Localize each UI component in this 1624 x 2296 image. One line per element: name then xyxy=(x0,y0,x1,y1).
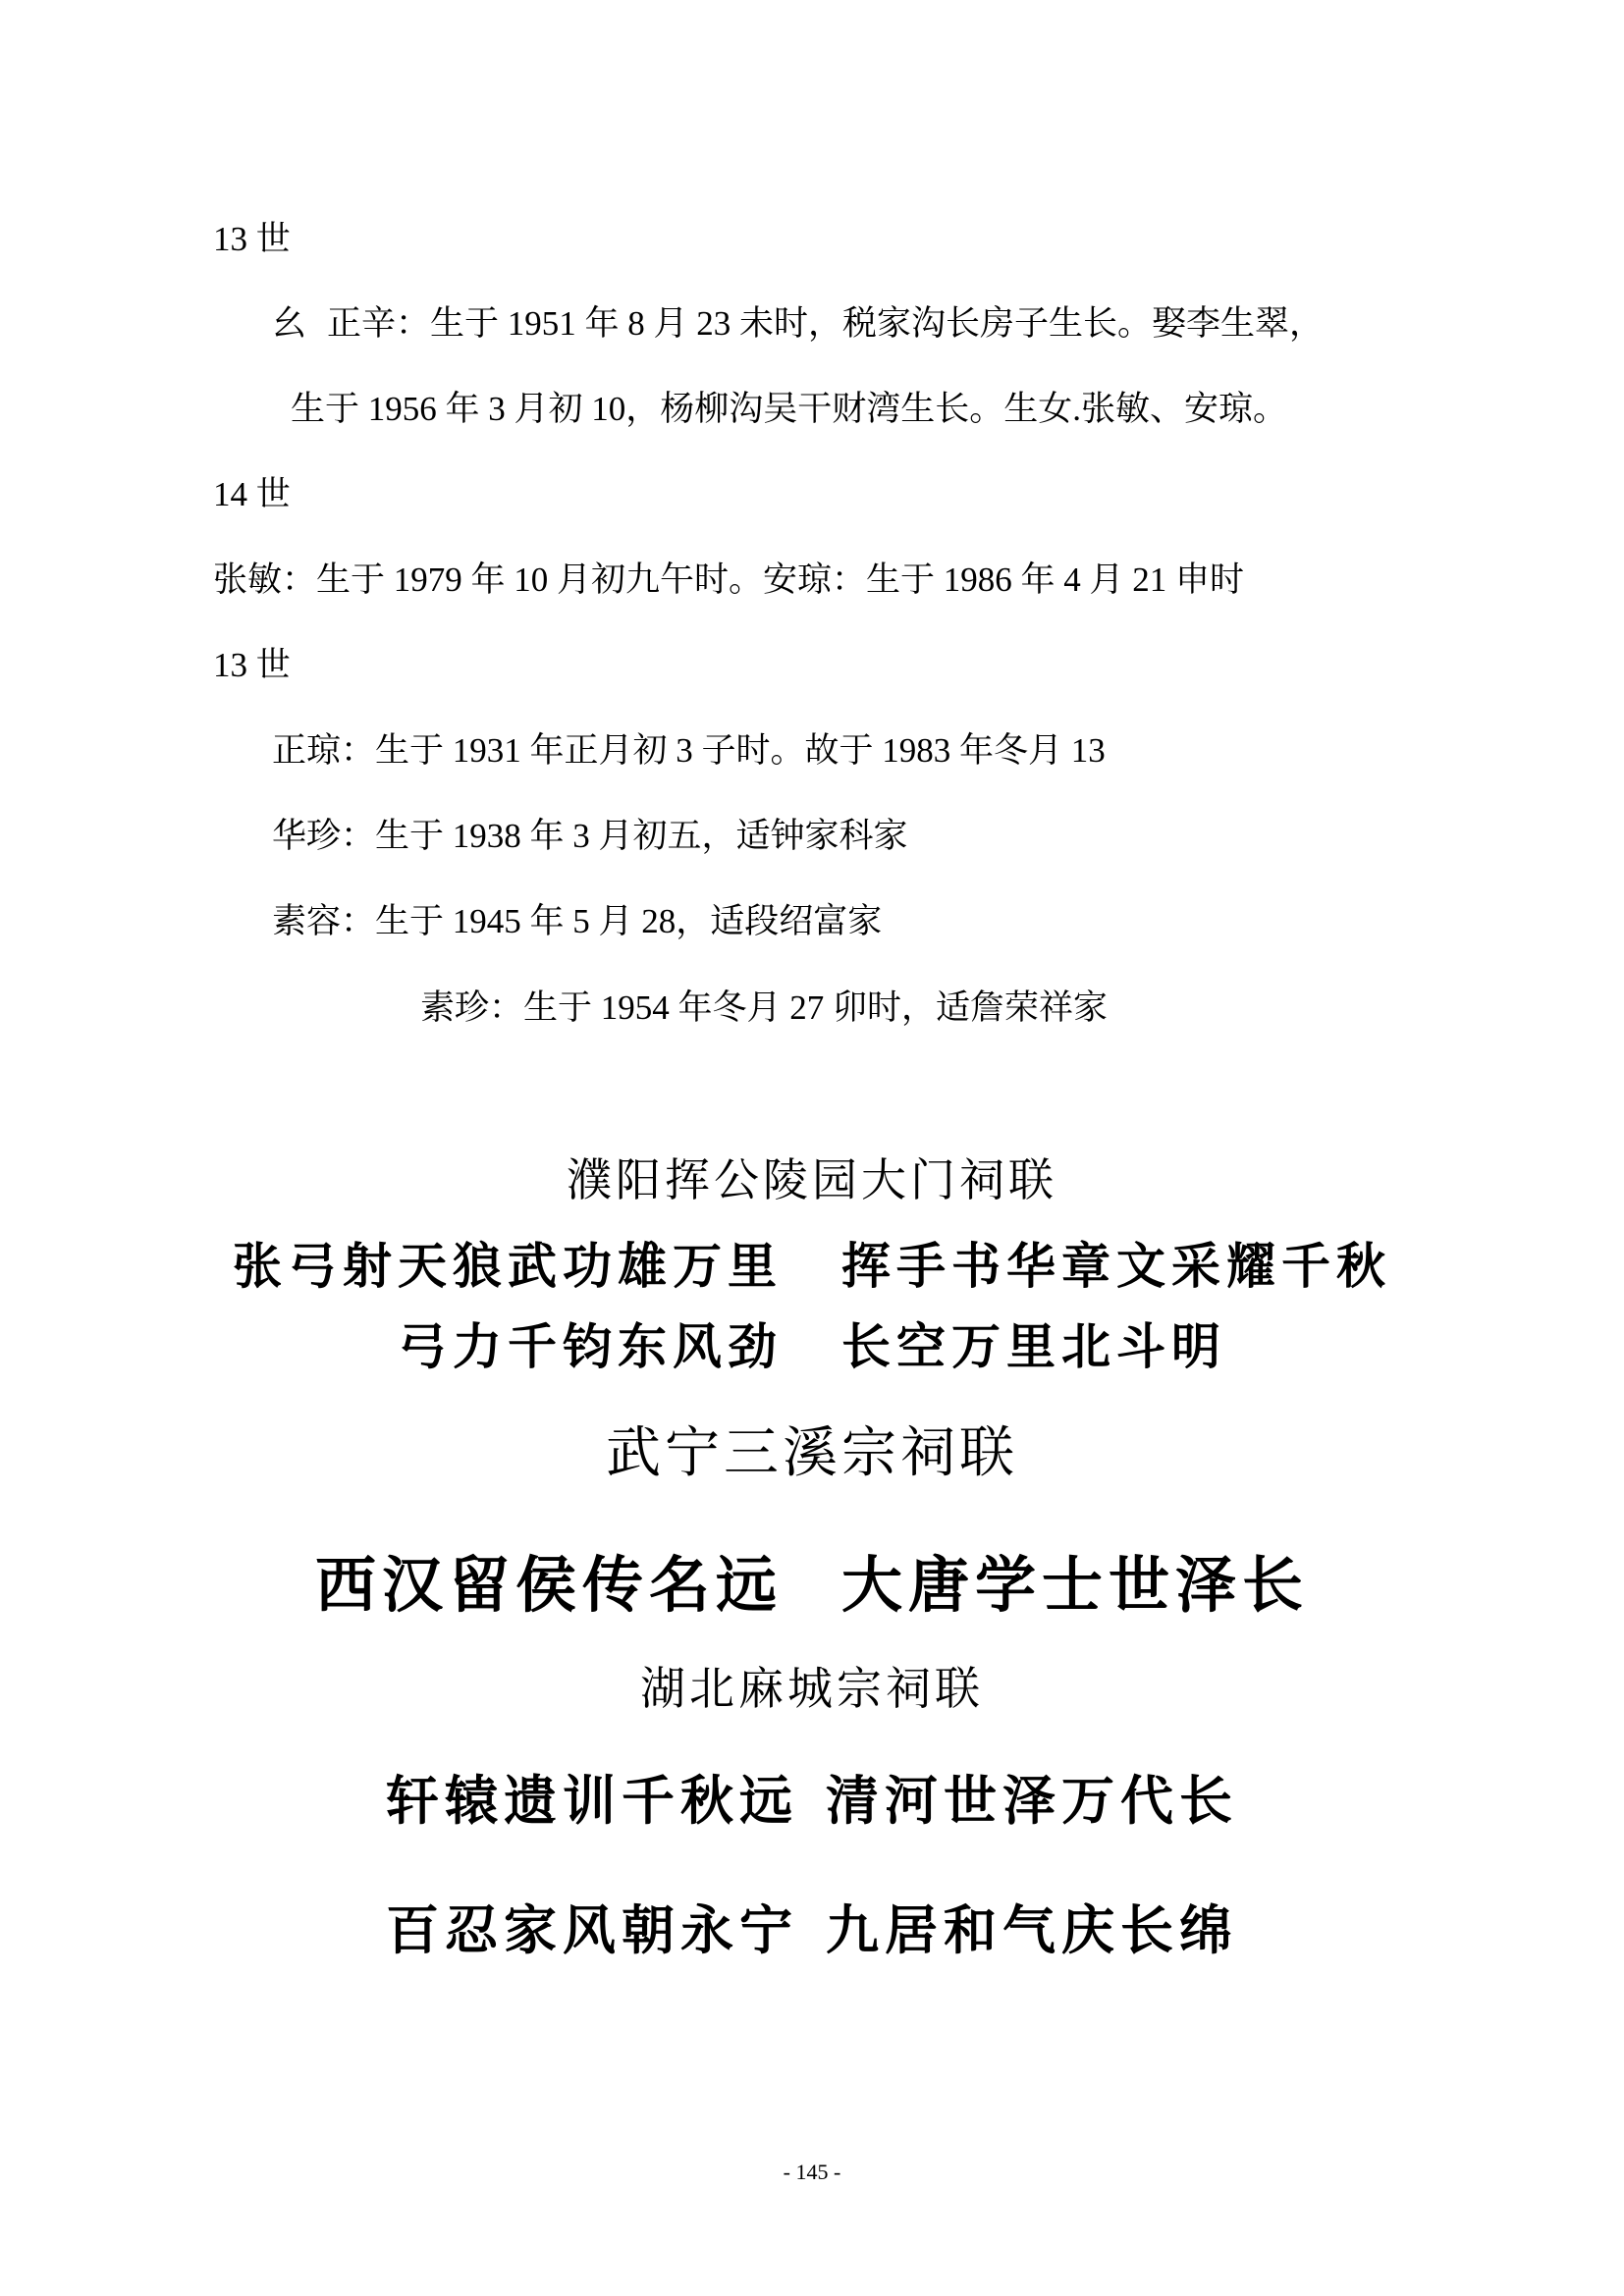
couplet-left: 弓力千钧东风劲 xyxy=(398,1318,783,1375)
entry-zhengxin-line2: 生于 1956 年 3 月初 10，杨柳沟吴干财湾生长。生女.张敏、安琼。 xyxy=(291,390,1288,428)
entry-huazhen: 华珍：生于 1938 年 3 月初五，适钟家科家 xyxy=(272,817,908,855)
couplet-macheng-line1 xyxy=(0,1767,1624,1836)
generation-heading-13: 13 世 xyxy=(213,220,291,258)
couplet-left: 百忍家风朝永宁 xyxy=(386,1899,798,1961)
couplet-left: 轩辕遗训千秋远 xyxy=(386,1770,798,1832)
couplet-puyang-line1 xyxy=(0,1235,1624,1298)
couplet-puyang-line2 xyxy=(0,1315,1624,1378)
entry-gen14: 张敏：生于 1979 年 10 月初九午时。安琼：生于 1986 年 4 月 21 申时 xyxy=(213,561,1245,599)
entry-text: 正辛：生于 1951 年 8 月 23 未时，税家沟长房子生长。娶李生翠， xyxy=(327,304,1325,343)
couplet-macheng-line2 xyxy=(0,1896,1624,1965)
couplet-left: 张弓射天狼武功雄万里 xyxy=(233,1238,783,1295)
couplet-right: 挥手书华章文采耀千秋 xyxy=(841,1238,1391,1295)
couplet-right: 长空万里北斗明 xyxy=(841,1318,1226,1375)
couplet-right: 清河世泽万代长 xyxy=(826,1770,1238,1832)
couplet-left: 西汉留侯传名远 xyxy=(314,1549,783,1621)
generation-heading-13-b: 13 世 xyxy=(213,646,291,684)
entry-surong: 素容：生于 1945 年 5 月 28，适段绍富家 xyxy=(272,902,883,940)
entry-zhengqiong: 正琼：生于 1931 年正月初 3 子时。故于 1983 年冬月 13 xyxy=(272,731,1106,770)
couplet-title-wuning: 武宁三溪宗祠联 xyxy=(606,1421,1018,1485)
page-number: - 145 - xyxy=(783,2160,841,2184)
entry-mark: 幺 xyxy=(272,304,307,343)
couplet-title-macheng: 湖北麻城宗祠联 xyxy=(640,1662,984,1715)
entry-zhengxin-line1 xyxy=(272,300,1324,347)
entry-suzhen: 素珍：生于 1954 年冬月 27 卯时，适詹荣祥家 xyxy=(420,988,1109,1027)
couplet-right: 大唐学士世泽长 xyxy=(841,1549,1310,1621)
couplet-title-puyang: 濮阳挥公陵园大门祠联 xyxy=(567,1153,1057,1206)
generation-heading-14: 14 世 xyxy=(213,475,291,513)
couplet-right: 九居和气庆长绵 xyxy=(826,1899,1238,1961)
couplet-wuning xyxy=(0,1546,1624,1625)
